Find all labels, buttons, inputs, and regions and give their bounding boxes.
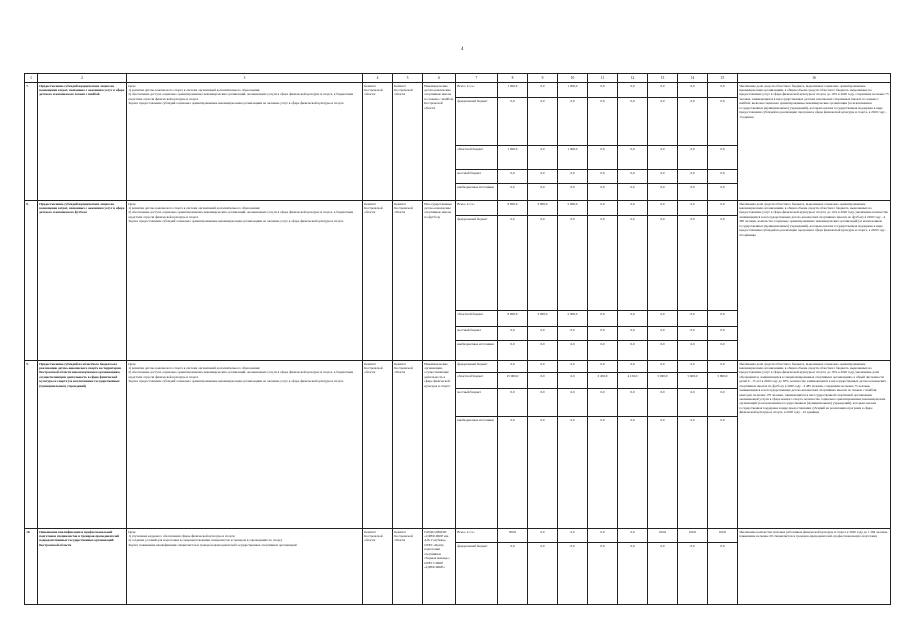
page-number: 4 <box>461 47 464 52</box>
funding-values-col-8 <box>498 361 528 529</box>
funding-value: 0,0 <box>570 417 575 422</box>
funding-source: федеральный бюджет <box>457 543 488 548</box>
funding-value: 5 000,0 <box>648 373 677 389</box>
funding-value: 0,0 <box>588 311 617 327</box>
funding-value: 0,0 <box>720 341 725 346</box>
activity-goal: Цель: 1) развитие детско-юношеского спорта в системе организаций дополнительного образования; 2) обеспечение доступа социально ориентированных некоммерческих организаций, оказывающих услуги в сфере физической культуры и спорта, к бюджетным средствам отрасли физической культуры и спорта Задача: предоставление субсидий социально ориентированным некоммерческим организациям на оказание услуг в сфере физической культуры и спорта <box>127 201 363 361</box>
co-executor: Комитет Костромской области <box>393 529 423 605</box>
funding-values-col-15 <box>708 361 738 529</box>
funding-value: 0,0 <box>648 98 677 146</box>
funding-value: 0,0 <box>498 327 527 341</box>
funding-value: 0,0 <box>720 543 725 548</box>
funding-value: 5 600,0 <box>678 373 707 389</box>
funding-source: внебюджетные источники <box>457 184 494 189</box>
row-number: 9. <box>25 361 38 529</box>
funding-value: 0,0 <box>498 98 527 146</box>
funding-value: 0,0 <box>540 184 545 189</box>
funding-value: 0,0 <box>558 361 587 373</box>
funding-source: внебюджетные источники <box>457 417 494 422</box>
funding-value: 0,0 <box>648 146 677 170</box>
funding-value: 0,0 <box>528 216 557 311</box>
header-cell-11: 11 <box>588 74 618 83</box>
funding-value: 0,0 <box>708 170 737 184</box>
funding-value: 100,0 <box>648 529 677 543</box>
header-cell-10: 10 <box>558 74 588 83</box>
funding-value: 5 000,0 <box>558 201 587 216</box>
participants: Некоммерческие детско-юношеские спортивные школы по хоккею с шайбой, Костромской области <box>423 83 456 201</box>
funding-value: 0,0 <box>618 170 647 184</box>
funding-value: 0,0 <box>660 543 665 548</box>
funding-source-cell <box>456 529 498 605</box>
funding-value: 0,0 <box>720 417 725 422</box>
funding-value: 0,0 <box>678 311 707 327</box>
activity-goal: Цель: 1) развитие детско-юношеского спорта в системе организаций дополнительного образования; 2) обеспечение доступа социально ориентированных некоммерческих организаций, оказывающих услуги в сфере физической культуры и спорта, к бюджетным средствам отрасли физической культуры и спорта Задача: предоставление субсидий социально ориентированным некоммерческим организациям на оказание услуг в сфере физической культуры и спорта <box>127 361 363 529</box>
funding-value: 1 000,0 <box>498 83 527 98</box>
funding-values-col-9 <box>528 83 558 201</box>
funding-value: 0,0 <box>690 417 695 422</box>
funding-value: 0,0 <box>498 170 527 184</box>
funding-values-col-14 <box>678 529 708 605</box>
activity-goal: Цель: 1) развитие детско-юношеского спорта в системе организаций дополнительного образования; 2) обеспечение доступа социально ориентированных некоммерческих организаций, оказывающих услуги в сфере физической культуры и спорта, к бюджетным средствам отрасли физической культуры и спорта Задача: предоставление субсидий социально ориентированным некоммерческим организациям на оказание услуг в сфере физической культуры и спорта. <box>127 83 363 201</box>
funding-values-col-9 <box>528 529 558 605</box>
funding-value: 0,0 <box>630 184 635 189</box>
funding-value: 0,0 <box>498 216 527 311</box>
funding-source: областной бюджет <box>456 373 497 389</box>
funding-value: 0,0 <box>588 216 617 311</box>
funding-value: 0,0 <box>630 543 635 548</box>
funding-value: 0,0 <box>558 529 587 543</box>
responsible-executor: Комитет Костромской области <box>363 529 393 605</box>
funding-values-col-15 <box>708 529 738 605</box>
funding-value: 0,0 <box>660 184 665 189</box>
funding-value: 0,0 <box>558 373 587 389</box>
funding-value: 0,0 <box>570 341 575 346</box>
funding-value: 0,0 <box>528 83 557 98</box>
funding-value: 4 150,0 <box>618 373 647 389</box>
funding-source-cell <box>456 83 498 201</box>
funding-value: 0,0 <box>648 327 677 341</box>
funding-source: областной бюджет <box>456 311 497 327</box>
funding-values-col-8 <box>498 529 528 605</box>
funding-value: 0,0 <box>528 529 557 543</box>
funding-value: 0,0 <box>708 216 737 311</box>
funding-values-col-11 <box>588 529 618 605</box>
funding-value: 0,0 <box>558 216 587 311</box>
expected-result: Увеличение доли средств областного бюджета, выделяемых социально ориентированным некоммерческим организациям, в общем объеме средств областного бюджета, выделяемых на предоставление услуг в сфере физической культуры и спорта, до 10% в 2020 году, сохранение не менее 75 человек, занимающихся в негосударственных детских юношеских спортивных школах по хоккею с шайбой, включая социально ориентированные некоммерческие организации (за исключением государственных (муниципальных) учреждений), которым оказана государственная поддержка в виде предоставления субсидий на реализацию программ в сфере физической культуры и спорта, к 2020 году - 13 единиц <box>738 83 891 201</box>
funding-values-col-13 <box>648 361 678 529</box>
funding-value: 0,0 <box>558 98 587 146</box>
funding-source-cell <box>456 361 498 529</box>
funding-value: 0,0 <box>588 327 617 341</box>
funding-value: 1 000,0 <box>498 146 527 170</box>
funding-value: 100,0 <box>708 529 737 543</box>
funding-values-col-13 <box>648 529 678 605</box>
header-cell-7: 7 <box>456 74 498 83</box>
funding-value: 3 450,0 <box>588 373 617 389</box>
funding-value: 0,0 <box>648 311 677 327</box>
funding-value: 300,0 <box>498 529 527 543</box>
funding-value: 0,0 <box>618 311 647 327</box>
funding-value: 0,0 <box>528 170 557 184</box>
funding-value: 0,0 <box>678 170 707 184</box>
row-number: 8. <box>25 201 38 361</box>
funding-source: федеральный бюджет <box>456 98 497 146</box>
funding-values-col-15 <box>708 201 738 361</box>
funding-value: 0,0 <box>678 216 707 311</box>
co-executor: Комитет Костромской области <box>393 361 423 529</box>
funding-values-col-13 <box>648 201 678 361</box>
funding-value: 0,0 <box>540 341 545 346</box>
funding-value: 0,0 <box>708 146 737 170</box>
funding-values-col-10 <box>558 201 588 361</box>
funding-value: 0,0 <box>678 389 707 417</box>
funding-value: 0,0 <box>648 201 677 216</box>
funding-value: 1 000,0 <box>558 146 587 170</box>
funding-value: 0,0 <box>678 146 707 170</box>
funding-value: 0,0 <box>600 184 605 189</box>
funding-value: 0,0 <box>588 146 617 170</box>
funding-value: 0,0 <box>528 373 557 389</box>
funding-values-col-10 <box>558 83 588 201</box>
table-row <box>25 361 891 529</box>
header-cell-1: 1 <box>25 74 38 83</box>
header-cell-13: 13 <box>648 74 678 83</box>
header-cell-12: 12 <box>618 74 648 83</box>
funding-value: 0,0 <box>648 389 677 417</box>
funding-source: Всего, в т.ч.: <box>456 201 497 216</box>
funding-value: 0,0 <box>630 341 635 346</box>
funding-value: 0,0 <box>690 543 695 548</box>
funding-value: 0,0 <box>498 389 527 417</box>
funding-values-col-14 <box>678 83 708 201</box>
funding-values-col-12 <box>618 201 648 361</box>
funding-values-col-11 <box>588 361 618 529</box>
co-executor: Комитет Костромской области <box>393 83 423 201</box>
funding-values-col-12 <box>618 529 648 605</box>
funding-value: 0,0 <box>558 389 587 417</box>
header-cell-4: 4 <box>363 74 393 83</box>
funding-value: 0,0 <box>618 327 647 341</box>
funding-value: 3 000,0 <box>528 201 557 216</box>
header-cell-8: 8 <box>498 74 528 83</box>
funding-values-col-9 <box>528 361 558 529</box>
funding-value: 0,0 <box>588 98 617 146</box>
funding-values-col-10 <box>558 361 588 529</box>
funding-value: 0,0 <box>630 417 635 422</box>
funding-value: 0,0 <box>648 170 677 184</box>
funding-value: 0,0 <box>618 389 647 417</box>
funding-value: 0,0 <box>588 389 617 417</box>
funding-value: 1 000,0 <box>558 83 587 98</box>
funding-value: 0,0 <box>558 327 587 341</box>
funding-value: 0,0 <box>618 98 647 146</box>
funding-value: 0,0 <box>618 83 647 98</box>
participants: ГАУДО ДЮСШ «СДЮСШОР им. А.В. Голубева»; ОГБУ «Центр подготовки спортивных сборных команд»; ОГБУ СШОР «СДЮСШОР» <box>423 529 456 605</box>
funding-source: местный бюджет <box>456 327 497 341</box>
funding-source: федеральный бюджет <box>456 361 497 373</box>
funding-value: 0,0 <box>678 201 707 216</box>
row-number: 7. <box>25 83 38 201</box>
funding-value: 0,0 <box>600 543 605 548</box>
funding-values-col-12 <box>618 361 648 529</box>
funding-value: 0,0 <box>498 361 527 373</box>
header-cell-6: 6 <box>423 74 456 83</box>
funding-value: 0,0 <box>720 184 725 189</box>
funding-values-col-14 <box>678 201 708 361</box>
funding-value: 0,0 <box>510 543 515 548</box>
funding-values-col-10 <box>558 529 588 605</box>
funding-value: 0,0 <box>648 361 677 373</box>
funding-value: 0,0 <box>570 543 575 548</box>
funding-value: 0,0 <box>558 170 587 184</box>
funding-values-col-11 <box>588 201 618 361</box>
funding-value: 0,0 <box>708 327 737 341</box>
expected-result: Увеличение доли средств областного бюджета, выделяемых социально ориентированным некоммерческим организациям, в общем объеме средств областного бюджета, выделяемых на предоставление услуг в сфере физической культуры и спорта, до 14% в 2020 году, увеличение количества занимающихся в негосударственных детско-юношеских спортивных школах по футболу в 2020 году - 4 485 человек, количество социально ориентированных некоммерческих организаций (за исключением государственных (муниципальных) учреждений), которым оказана государственная поддержка в виде предоставления субсидий на реализацию программ в сфере физической культуры и спорта, к 2020 году - 22 единицы <box>738 201 891 361</box>
funding-value: 0,0 <box>540 417 545 422</box>
funding-value: 3 000,0 <box>528 311 557 327</box>
funding-value: 0,0 <box>618 361 647 373</box>
table-row <box>25 201 891 361</box>
header-cell-14: 14 <box>678 74 708 83</box>
funding-value: 0,0 <box>690 341 695 346</box>
funding-values-col-15 <box>708 83 738 201</box>
funding-value: 0,0 <box>528 146 557 170</box>
funding-values-col-11 <box>588 83 618 201</box>
funding-value: 0,0 <box>648 83 677 98</box>
funding-value: 5 800,0 <box>708 373 737 389</box>
funding-value: 0,0 <box>528 98 557 146</box>
funding-value: 0,0 <box>570 184 575 189</box>
funding-value: 0,0 <box>588 83 617 98</box>
funding-values-col-8 <box>498 201 528 361</box>
header-cell-15: 15 <box>708 74 738 83</box>
activity-title: Предоставление субсидий юридическим лицам на возмещение затрат, связанных с оказанием услуг в сфере детского и юношеского хоккея с шайбой <box>38 83 127 201</box>
funding-value: 100,0 <box>678 529 707 543</box>
funding-source: Всего, в т.ч.: <box>456 83 497 98</box>
expected-result: Увеличение количества штатных работников физической культуры и спорта к 2020 году до 1 584 человек, повышение не менее 20 специалистов и тренеров-преподавателей, профессиональную подготовку <box>738 529 891 605</box>
funding-values-col-13 <box>648 83 678 201</box>
funding-value: 8 000,0 <box>498 201 527 216</box>
funding-value: 0,0 <box>600 417 605 422</box>
activity-goal: Цель: 1) улучшение кадрового обеспечения сферы физической культуры и спорта; 2) создание условий для подготовки и совершенствования специалистов и тренеров в учреждениях по спорту Задача: повышение квалификации специалистов и тренеров-преподавателей государственных спортивных организаций <box>127 529 363 605</box>
responsible-executor: Комитет Костромской области <box>363 201 393 361</box>
funding-value: 0,0 <box>660 341 665 346</box>
funding-values-col-9 <box>528 201 558 361</box>
header-cell-9: 9 <box>528 74 558 83</box>
funding-value: 0,0 <box>678 361 707 373</box>
funding-value: 0,0 <box>678 83 707 98</box>
funding-value: 0,0 <box>600 341 605 346</box>
funding-values-col-12 <box>618 83 648 201</box>
row-number: 10. <box>25 529 38 605</box>
funding-source-cell <box>456 201 498 361</box>
header-row <box>25 74 891 83</box>
funding-value: 0,0 <box>588 170 617 184</box>
participants: Негосударственные детско-юношеские спортивные школы по футболу <box>423 201 456 361</box>
funding-value: 0,0 <box>528 327 557 341</box>
funding-value: 0,0 <box>708 361 737 373</box>
funding-values-col-8 <box>498 83 528 201</box>
funding-value: 0,0 <box>528 361 557 373</box>
funding-value: 0,0 <box>588 201 617 216</box>
table-row <box>25 529 891 605</box>
funding-value: 25 000,0 <box>498 373 527 389</box>
funding-value: 0,0 <box>588 361 617 373</box>
funding-value: 0,0 <box>528 389 557 417</box>
header-cell-16: 16 <box>738 74 891 83</box>
funding-value: 0,0 <box>708 83 737 98</box>
programme-table <box>24 73 891 605</box>
responsible-executor: Комитет Костромской области <box>363 83 393 201</box>
funding-value: 5 000,0 <box>558 311 587 327</box>
funding-value: 0,0 <box>618 216 647 311</box>
header-cell-5: 5 <box>393 74 423 83</box>
responsible-executor: Комитет Костромской области <box>363 361 393 529</box>
funding-source: местный бюджет <box>456 389 497 417</box>
funding-value: 0,0 <box>588 529 617 543</box>
funding-value: 0,0 <box>510 417 515 422</box>
participants: Некоммерческие организации, осуществляющие деятельность в сфере физической культуры и спорта <box>423 361 456 529</box>
header-cell-2: 2 <box>38 74 127 83</box>
funding-values-col-14 <box>678 361 708 529</box>
funding-value: 0,0 <box>678 327 707 341</box>
funding-value: 0,0 <box>618 529 647 543</box>
funding-value: 0,0 <box>708 389 737 417</box>
funding-source: внебюджетные источники <box>457 341 494 346</box>
funding-value: 0,0 <box>648 216 677 311</box>
funding-value: 0,0 <box>708 201 737 216</box>
funding-value: 0,0 <box>708 98 737 146</box>
funding-value: 0,0 <box>690 184 695 189</box>
funding-source: Всего, в т.ч.: <box>456 529 497 543</box>
funding-source: федеральный бюджет <box>456 216 497 311</box>
funding-value: 0,0 <box>618 201 647 216</box>
funding-source: местный бюджет <box>456 170 497 184</box>
funding-source: областной бюджет <box>456 146 497 170</box>
funding-value: 0,0 <box>678 98 707 146</box>
funding-value: 0,0 <box>708 311 737 327</box>
activity-title: Предоставление субсидий из областного бюджета на реализацию детско-юношеского спорта на территории Костромской области некоммерческим организациям, осуществляющим деятельность в сфере физической культуры и спорта (за исключением государственных (муниципальных) учреждений) <box>38 361 127 529</box>
funding-value: 0,0 <box>660 417 665 422</box>
funding-value: 0,0 <box>618 146 647 170</box>
funding-value: 0,0 <box>510 184 515 189</box>
co-executor: Комитет Костромской области <box>393 201 423 361</box>
activity-title: Предоставление субсидий юридическим лицам на возмещение затрат, связанных с оказанием услуг в сфере детского и юношеского футбола <box>38 201 127 361</box>
table-row <box>25 83 891 201</box>
header-cell-3: 3 <box>127 74 363 83</box>
funding-value: 0,0 <box>510 341 515 346</box>
expected-result: Увеличение доли средств областного бюджета, выделяемых социально ориентированным некоммерческим организациям, в общем объеме средств областного бюджета, выделяемых на предоставление услуг в сфере физической культуры и спорта, до 10% в 2020 году, увеличение доли обучающихся, занимающихся в специализированных спортивных организациях, в общей численности детей 6 - 15 лет в 2020 году до 38%, количество занимающихся в негосударственных детско-юношеских спортивных школах по футболу в 2020 году - 4 485 человек, сохранение не менее 75 человек, занимающихся в негосударственных детско-юношеских спортивных школах по хоккею с шайбой, ежегодно не менее 170 человек, занимающихся в негосударственной спортивной организации, оказывающей услуги в сфере конного спорта, количество социально ориентированных некоммерческих организаций (за исключением государственных (муниципальных) учреждений), которым оказана государственная поддержка в виде предоставления субсидий на реализацию программ в сфере физической культуры и спорта, к 2020 году - 22 единицы <box>738 361 891 529</box>
funding-value: 0,0 <box>540 543 545 548</box>
activity-title: Повышение квалификации и профессиональной подготовки специалистов и тренеров-преподавателей подведомственных государственных организаций Костромской области <box>38 529 127 605</box>
funding-value: 8 000,0 <box>498 311 527 327</box>
